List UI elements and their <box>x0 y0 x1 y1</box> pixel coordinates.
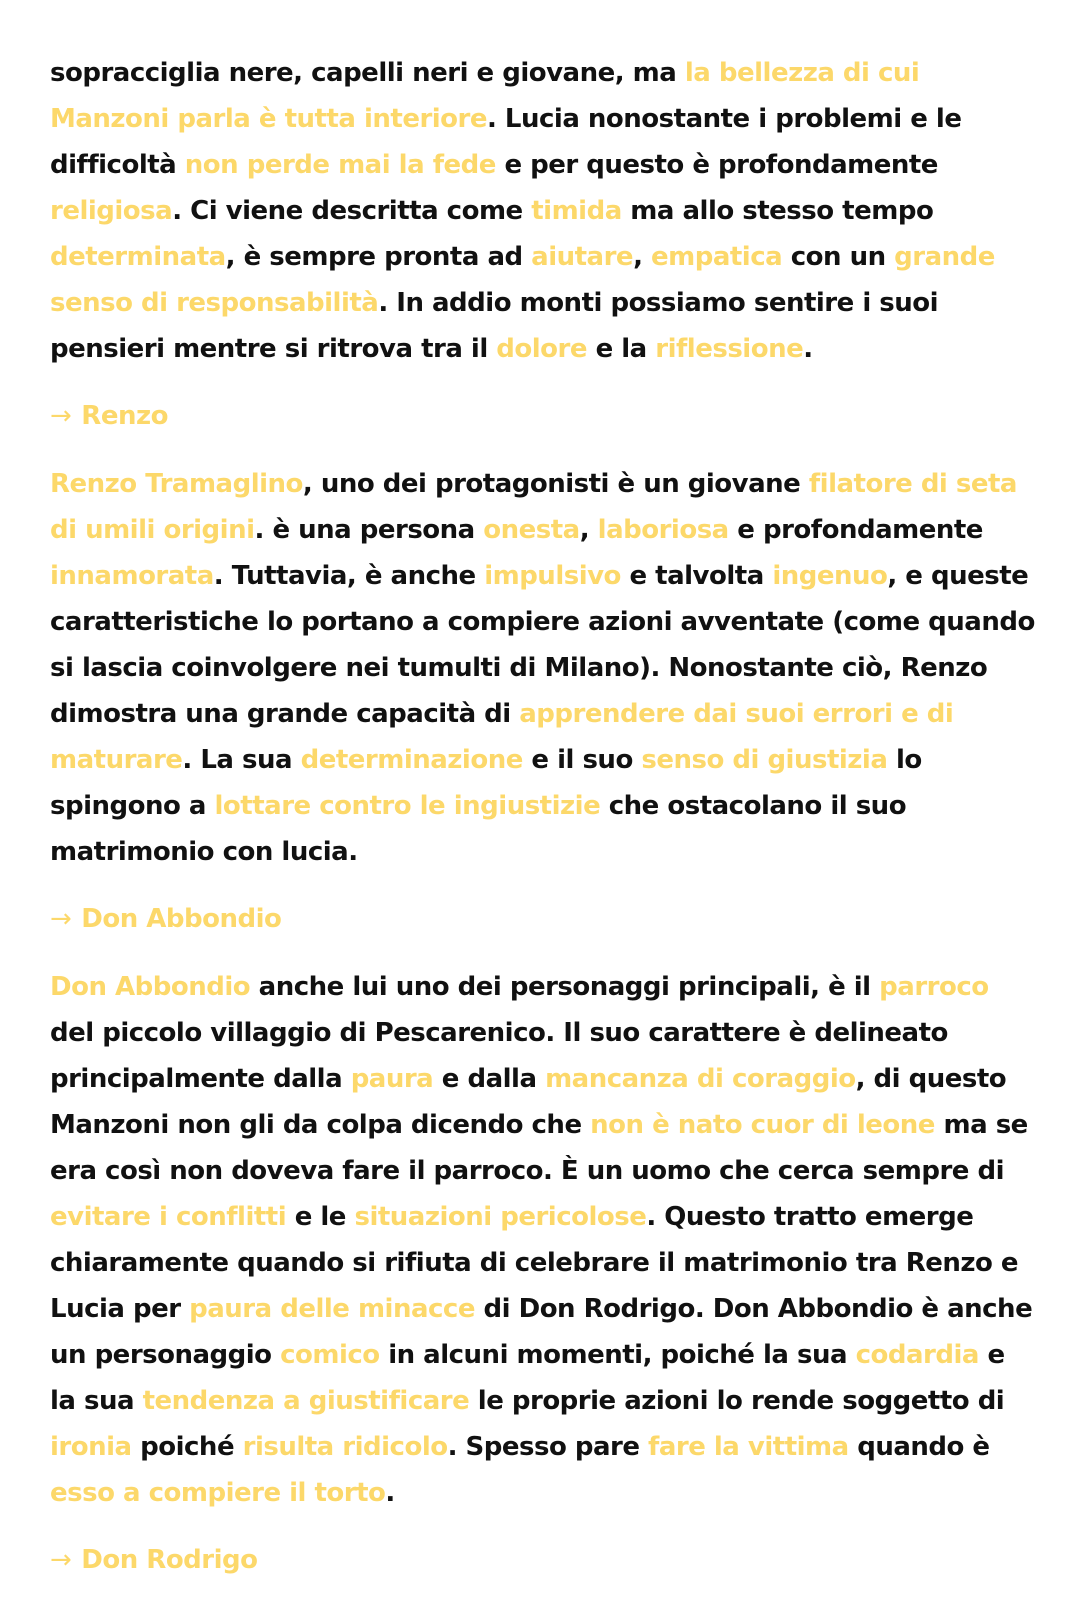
body-text: e la sua <box>50 1340 1005 1416</box>
highlighted-text: paura delle minacce <box>189 1294 475 1324</box>
highlighted-text: religiosa <box>50 196 173 226</box>
body-text: , <box>579 515 598 545</box>
highlighted-text: ingenuo <box>772 561 888 591</box>
body-text: . La sua <box>182 745 301 775</box>
body-text: e per questo è profondamente <box>495 150 938 180</box>
highlighted-text: aiutare <box>531 242 634 272</box>
body-text: . Questo tratto emerge chiaramente quando si rifiuta di celebrare il matrimonio tra Renzo e Lucia per <box>50 1202 1019 1324</box>
body-text: che ostacolano il suo matrimonio con lucia. <box>50 791 907 867</box>
body-text: e dalla <box>433 1064 546 1094</box>
highlighted-text: Don Abbondio <box>50 972 251 1002</box>
body-text: , uno dei protagonisti è un giovane <box>302 469 809 499</box>
arrow-right-icon: → <box>50 904 72 934</box>
body-text: . è una persona <box>254 515 484 545</box>
highlighted-text: innamorata <box>50 561 214 591</box>
body-text: anche lui uno dei personaggi principali, è il <box>250 972 880 1002</box>
body-text: . <box>385 1478 395 1508</box>
body-text: di Don Rodrigo. Don Abbondio è anche un personaggio <box>50 1294 1033 1370</box>
section-heading-label: Don Rodrigo <box>81 1545 258 1575</box>
highlighted-text: non è nato cuor di leone <box>590 1110 935 1140</box>
section-heading-don-rodrigo <box>50 1537 1035 1583</box>
body-text: e il suo <box>522 745 642 775</box>
highlighted-text: grande senso di responsabilità <box>50 242 995 318</box>
highlighted-text: determinata <box>50 242 226 272</box>
section-heading-renzo <box>50 393 1035 439</box>
arrow-right-icon: → <box>50 1545 72 1575</box>
body-text: quando è <box>848 1432 990 1462</box>
body-text: le proprie azioni lo rende soggetto di <box>469 1386 1005 1416</box>
highlighted-text: non perde mai la fede <box>184 150 496 180</box>
highlighted-text: esso a compiere il torto <box>50 1478 386 1508</box>
highlighted-text: fare la vittima <box>648 1432 849 1462</box>
highlighted-text: paura <box>350 1064 434 1094</box>
section-heading-label: Don Abbondio <box>81 904 282 934</box>
body-text: ma allo stesso tempo <box>621 196 934 226</box>
body-text: , è sempre pronta ad <box>225 242 532 272</box>
highlighted-text: comico <box>280 1340 380 1370</box>
highlighted-text: senso di giustizia <box>641 745 888 775</box>
body-text: . Spesso pare <box>447 1432 649 1462</box>
highlighted-text: dolore <box>496 334 588 364</box>
highlighted-text: codardia <box>855 1340 979 1370</box>
highlighted-text: tendenza a giustificare <box>142 1386 470 1416</box>
highlighted-text: determinazione <box>300 745 523 775</box>
paragraph-intro <box>50 50 1035 372</box>
body-text: e la <box>587 334 656 364</box>
body-text: e profondamente <box>728 515 983 545</box>
body-text: . Tuttavia, è anche <box>213 561 485 591</box>
body-text: ma se era così non doveva fare il parroco. È un uomo che cerca sempre di <box>50 1110 1028 1186</box>
highlighted-text: laboriosa <box>597 515 729 545</box>
body-text: sopracciglia nere, capelli neri e giovane, ma <box>50 58 685 88</box>
highlighted-text: risulta ridicolo <box>242 1432 448 1462</box>
body-text: , <box>633 242 651 272</box>
body-text: del piccolo villaggio di Pescarenico. Il suo carattere è delineato principalmente dalla <box>50 1018 948 1094</box>
highlighted-text: apprendere dai suoi errori e di maturare <box>50 699 954 775</box>
highlighted-text: evitare i conflitti <box>50 1202 287 1232</box>
highlighted-text: ironia <box>50 1432 132 1462</box>
highlighted-text: lottare contro le ingiustizie <box>214 791 601 821</box>
body-text: . <box>803 334 813 364</box>
highlighted-text: empatica <box>651 242 783 272</box>
highlighted-text: riflessione <box>655 334 804 364</box>
body-text: con un <box>782 242 895 272</box>
highlighted-text: situazioni pericolose <box>354 1202 647 1232</box>
highlighted-text: la bellezza di cui Manzoni parla è tutta interiore <box>50 58 920 134</box>
paragraph-renzo <box>50 461 1035 875</box>
body-text: e le <box>286 1202 355 1232</box>
highlighted-text: mancanza di coraggio <box>545 1064 856 1094</box>
body-text: . Ci viene descritta come <box>172 196 532 226</box>
body-text: poiché <box>131 1432 243 1462</box>
body-text: , e queste caratteristiche lo portano a compiere azioni avventate (come quando si lascia coinvolgere nei tumulti di Milano). Nonostante ciò, Renzo dimostra una grande capacità di <box>50 561 1035 729</box>
paragraph-don-abbondio <box>50 964 1035 1516</box>
highlighted-text: parroco <box>879 972 989 1002</box>
section-heading-don-abbondio <box>50 896 1035 942</box>
document-page <box>50 50 1035 1605</box>
body-text: in alcuni momenti, poiché la sua <box>379 1340 856 1370</box>
body-text: , di questo Manzoni non gli da colpa dicendo che <box>50 1064 1007 1140</box>
highlighted-text: onesta <box>483 515 580 545</box>
highlighted-text: impulsivo <box>484 561 621 591</box>
body-text: . In addio monti possiamo sentire i suoi pensieri mentre si ritrova tra il <box>50 288 939 364</box>
body-text: e talvolta <box>620 561 773 591</box>
highlighted-text: filatore di seta di umili origini <box>50 469 1017 545</box>
body-text: . Lucia nonostante i problemi e le difficoltà <box>50 104 962 180</box>
section-heading-label: Renzo <box>81 401 168 431</box>
body-text: lo spingono a <box>50 745 922 821</box>
highlighted-text: Renzo Tramaglino <box>50 469 303 499</box>
arrow-right-icon: → <box>50 401 72 431</box>
highlighted-text: timida <box>531 196 622 226</box>
